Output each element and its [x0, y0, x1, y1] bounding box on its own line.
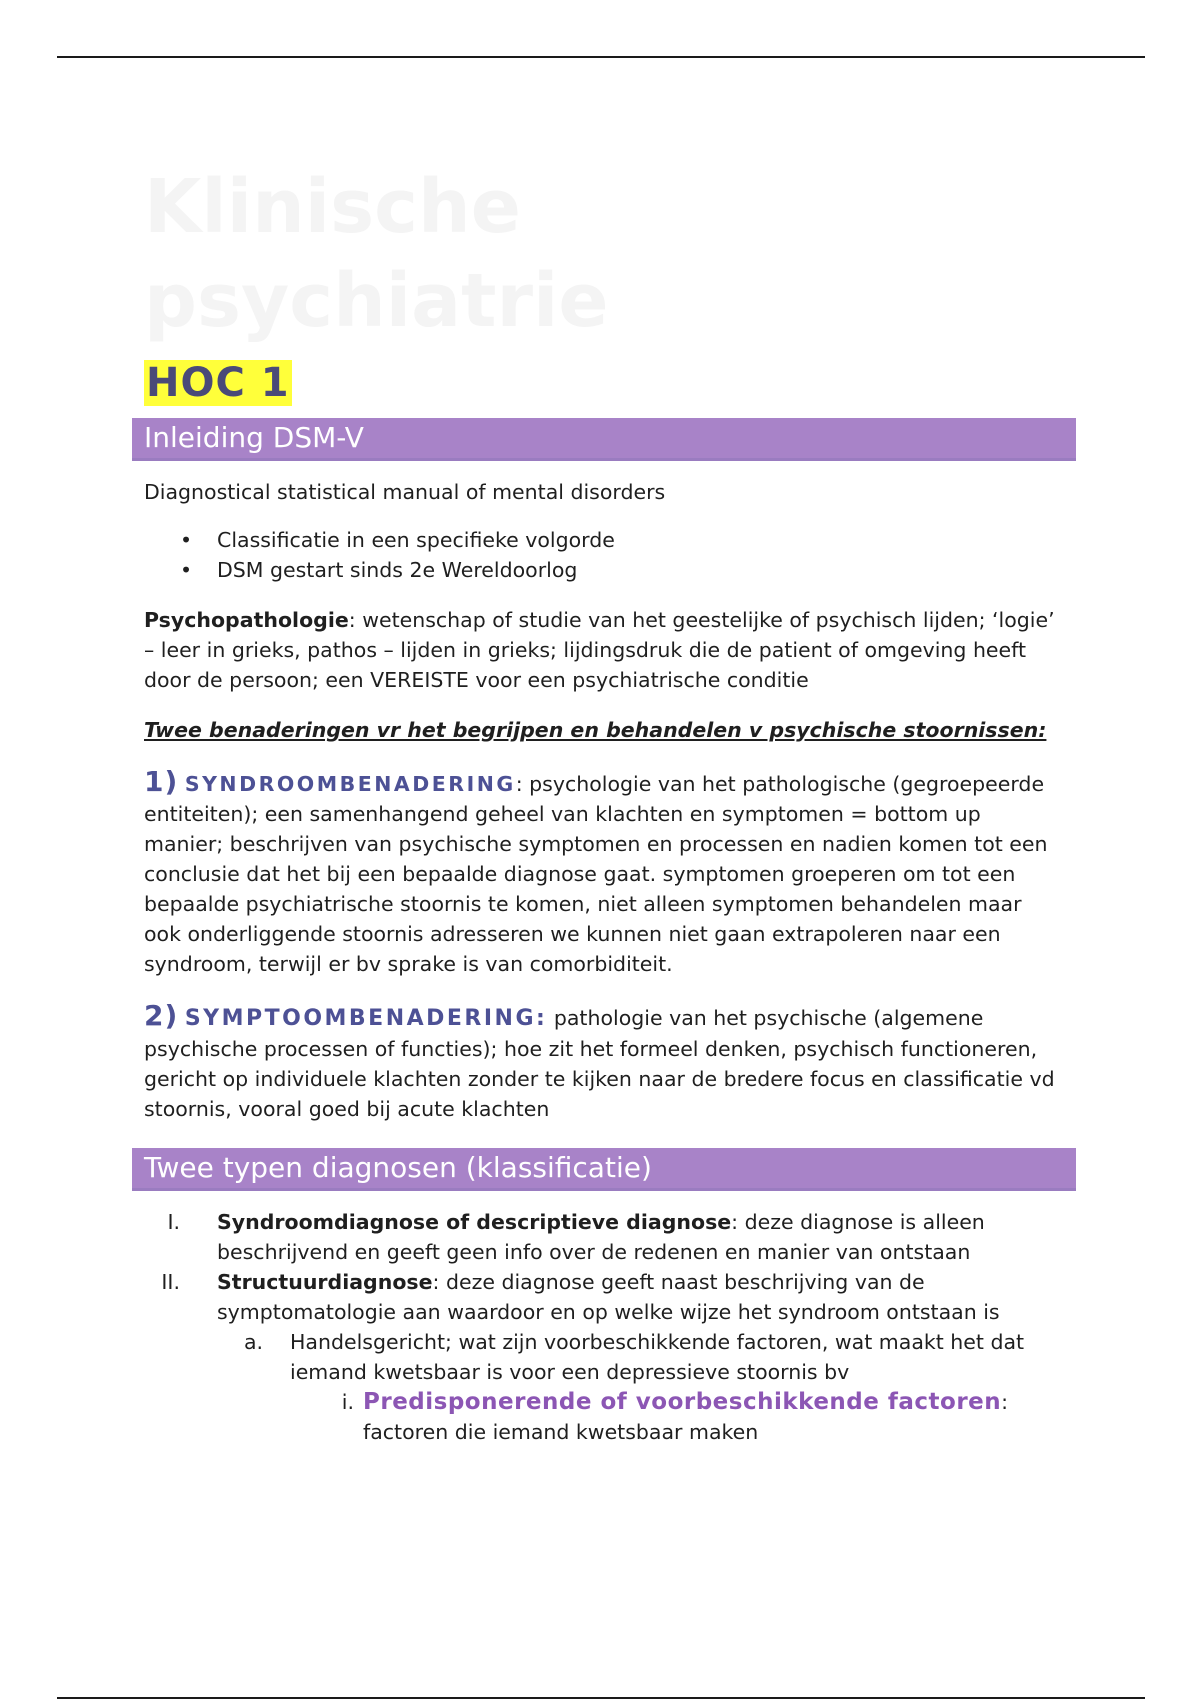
- bullet-icon: •: [180, 558, 193, 582]
- approach-2-term: SYMPTOOMBENADERING:: [184, 1006, 548, 1031]
- section-heading-dsm: Inleiding DSM-V: [132, 418, 1076, 461]
- title-line-2: psychiatrie: [144, 258, 609, 344]
- header-rule: [57, 56, 1145, 58]
- bullet-icon: •: [180, 528, 193, 552]
- diagnoses-list: [144, 1207, 1064, 1447]
- diagnosis-term: Structuurdiagnose: [217, 1270, 433, 1294]
- approach-2-number: 2): [144, 999, 179, 1032]
- bullet-list: [144, 525, 1064, 585]
- list-marker: I.: [167, 1210, 180, 1234]
- list-item: II. Structuurdiagnose: deze diagnose geeft naast beschrijving van de symptomatologie aan waardoor en op welke wijze het syndroom ontstaan is: [144, 1267, 1064, 1327]
- list-item: • DSM gestart sinds 2e Wereldoorlog: [144, 555, 1064, 585]
- approach-2-paragraph: 2) SYMPTOOMBENADERING: pathologie van het psychische (algemene psychische processen of functies); hoe zit het formeel denken, psychisch functioneren, gericht op individuele klachten zonder te kijken naar de bredere focus en classificatie vd stoornis, vooral goed bij acute klachten: [144, 999, 1055, 1121]
- title-line-1: Klinische: [144, 164, 521, 250]
- approaches-subheading: Twee benaderingen vr het begrijpen en behandelen v psychische stoornissen:: [144, 718, 1047, 742]
- approach-1-paragraph: 1) SYNDROOMBENADERING: psychologie van het pathologische (gegroepeerde entiteiten); een samenhangend geheel van klachten en symptomen = bottom up manier; beschrijven van psychische symptomen en processen en nadien komen tot een conclusie dat het bij een bepaalde diagnose gaat. symptomen groeperen om tot een bepaalde psychiatrische stoornis te komen, niet alleen symptomen behandelen maar ook onderliggende stoornis adresseren we kunnen niet gaan extrapoleren naar een syndroom, terwijl er bv sprake is van comorbiditeit.: [144, 765, 1048, 976]
- list-item: • Classificatie in een specifieke volgorde: [144, 525, 1064, 555]
- list-item: a. Handelsgericht; wat zijn voorbeschikkende factoren, wat maakt het dat iemand kwetsbaar is voor een depressieve stoornis bv: [144, 1327, 1064, 1387]
- psychopathologie-term: Psychopathologie: [144, 608, 349, 632]
- approach-1-number: 1): [144, 765, 179, 798]
- list-marker: i.: [341, 1390, 354, 1414]
- list-marker: II.: [161, 1270, 180, 1294]
- factor-term: Predisponerende of voorbeschikkende factoren: [363, 1389, 1002, 1415]
- footer-rule: [57, 1697, 1145, 1699]
- intro-text: Diagnostical statistical manual of mental disorders: [144, 480, 666, 504]
- document-title: [144, 160, 1064, 348]
- section-heading-diagnoses: Twee typen diagnosen (klassificatie): [132, 1148, 1076, 1191]
- lecture-heading: HOC 1: [146, 360, 290, 406]
- list-item: i. Predisponerende of voorbeschikkende factoren: factoren die iemand kwetsbaar maken: [144, 1387, 1064, 1447]
- diagnosis-term: Syndroomdiagnose of descriptieve diagnose: [217, 1210, 732, 1234]
- list-marker: a.: [244, 1330, 264, 1354]
- document-page: [144, 160, 1064, 1447]
- psychopathologie-paragraph: Psychopathologie: wetenschap of studie van het geestelijke of psychisch lijden; ‘logie’ – leer in grieks, pathos – lijden in grieks; lijdingsdruk die de patient of omgeving heeft door de persoon; een VEREISTE voor een psychiatrische conditie: [144, 608, 1055, 692]
- approach-1-term: SYNDROOMBENADERING: [184, 772, 516, 796]
- list-item: I. Syndroomdiagnose of descriptieve diagnose: deze diagnose is alleen beschrijvend en geeft geen info over de redenen en manier van ontstaan: [144, 1207, 1064, 1267]
